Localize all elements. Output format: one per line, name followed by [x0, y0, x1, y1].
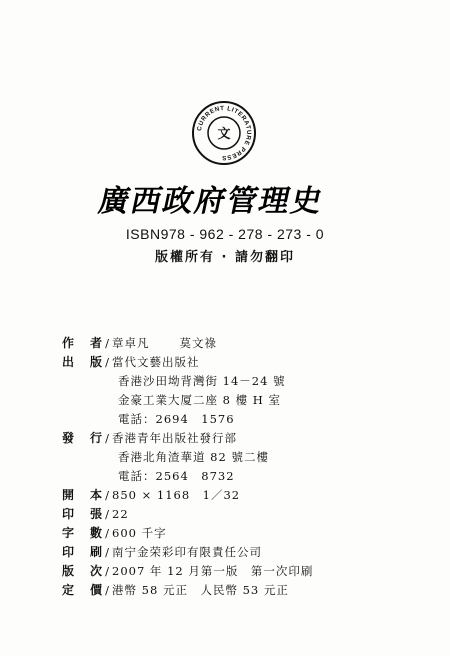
publisher-address-2: 金豪工業大厦二座 8 樓 H 室 — [118, 393, 281, 407]
format-label: 開 本 — [62, 488, 102, 502]
publisher-address-1: 香港沙田坳背灣街 14－24 號 — [118, 374, 286, 388]
colophon — [62, 334, 422, 600]
format-value: 850 × 1168 1／32 — [112, 488, 241, 502]
author-value: 章卓凡 — [112, 336, 150, 350]
format-row: 開 本 / 850 × 1168 1／32 — [62, 486, 422, 505]
sheets-row: 印 張 / 22 — [62, 505, 422, 524]
isbn: ISBN978 - 962 - 278 - 273 - 0 — [125, 226, 325, 242]
distributor-address: 香港北角渣華道 82 號二樓 — [118, 450, 269, 464]
author-row: 作 者 / 章卓凡 莫文祿 — [62, 334, 422, 353]
sheets-value: 22 — [112, 507, 129, 521]
publisher-seal-graphic — [191, 100, 257, 166]
sheets-label: 印 張 — [62, 507, 102, 521]
printer-row: 印 刷 / 南宁金荣彩印有限責任公司 — [62, 543, 422, 562]
publisher-seal-logo — [191, 100, 257, 166]
publisher-label: 出 版 — [62, 355, 102, 369]
edition-row: 版 次 / 2007 年 12 月第一版 第一次印刷 — [62, 562, 422, 581]
edition-label: 版 次 — [62, 564, 102, 578]
publisher-row: 出 版 / 當代文藝出版社 — [62, 353, 422, 372]
edition-value: 2007 年 12 月第一版 第一次印刷 — [112, 564, 314, 578]
book-title: 廣西政府管理史 — [95, 184, 327, 219]
distributor-row: 發 行 / 香港青年出版社發行部 — [62, 429, 422, 448]
words-label: 字 數 — [62, 526, 102, 540]
words-row: 字 數 / 600 千字 — [62, 524, 422, 543]
price-label: 定 價 — [62, 583, 102, 597]
publisher-phone: 電話：2694 1576 — [118, 412, 235, 426]
svg-text:文: 文 — [217, 127, 231, 142]
printer-value: 南宁金荣彩印有限責任公司 — [112, 545, 262, 559]
author-value-2: 莫文祿 — [179, 336, 217, 350]
price-row: 定 價 / 港幣 58 元正 人民幣 53 元正 — [62, 581, 422, 600]
words-value: 600 千字 — [112, 526, 167, 540]
author-label: 作 者 — [62, 336, 102, 350]
distributor-phone: 電話：2564 8732 — [118, 469, 235, 483]
distributor-value: 香港青年出版社發行部 — [112, 431, 237, 445]
svg-text:CURRENT LITERATURE PRESS: CURRENT LITERATURE PRESS — [196, 104, 253, 162]
rights-notice: 版權所有 · 請勿翻印 — [155, 250, 295, 265]
distributor-label: 發 行 — [62, 431, 102, 445]
price-value: 港幣 58 元正 人民幣 53 元正 — [112, 583, 289, 597]
printer-label: 印 刷 — [62, 545, 102, 559]
publisher-value: 當代文藝出版社 — [112, 355, 200, 369]
